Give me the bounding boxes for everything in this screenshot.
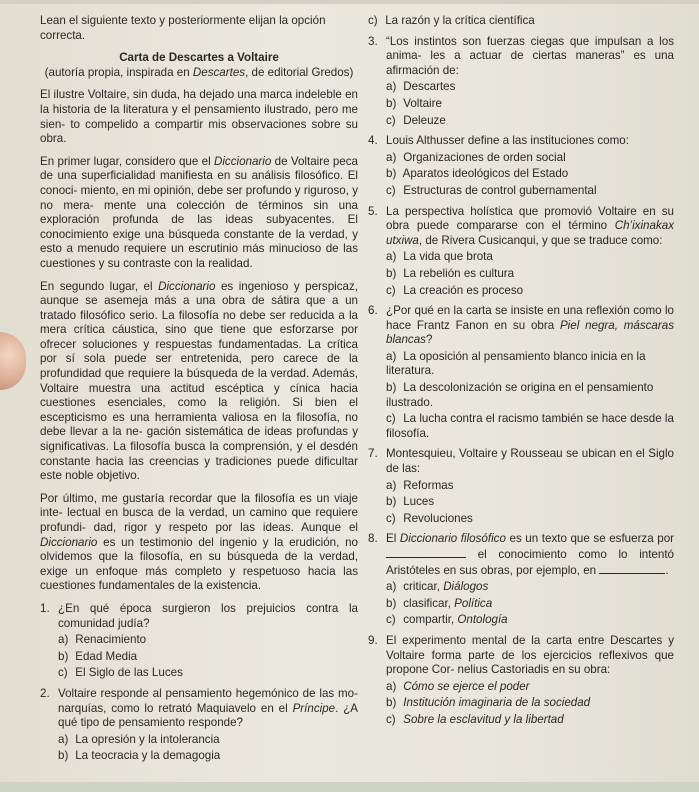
option-a[interactable]: a) Reformas bbox=[386, 478, 454, 492]
option-a[interactable]: a) Organizaciones de orden social bbox=[386, 150, 566, 164]
question-7: 7. Montesquieu, Voltaire y Rousseau se ubican en el Siglo de las: a) Reformas b) Luces c) Revoluciones bbox=[368, 447, 674, 525]
letter-subtitle: (autoría propia, inspirada en Descartes, de editorial Gredos) bbox=[44, 65, 354, 79]
option-c[interactable]: c) Revoluciones bbox=[386, 511, 473, 525]
option-c[interactable]: c) Deleuze bbox=[386, 113, 446, 127]
finger-photo bbox=[0, 332, 26, 390]
question-2-text: Voltaire responde al pensamiento hegemónico de las mo- narquías, como lo retrató Maquiavelo en el Príncipe. ¿A qué tipo de pensamiento responde? bbox=[58, 686, 359, 730]
option-a[interactable]: a) La opresión y la intolerancia bbox=[58, 732, 220, 746]
option-a[interactable]: a) Cómo se ejerce el poder bbox=[386, 679, 530, 693]
question-9-text: El experimento mental de la carta entre Descartes y Voltaire forma parte de los ejercicios reflexivos que propone Cor- nelius Castoriadis en su obra: bbox=[386, 633, 674, 677]
question-4: 4. Louis Althusser define a las instituciones como: a) Organizaciones de orden social b) Aparatos ideológicos del Estado c) Estructuras de control gubernamental bbox=[368, 134, 674, 198]
option-c[interactable]: c) Sobre la esclavitud y la libertad bbox=[386, 712, 564, 726]
option-b[interactable]: b) Luces bbox=[386, 495, 435, 509]
question-9: 9. El experimento mental de la carta entre Descartes y Voltaire forma parte de los ejercicios reflexivos que propone Cor- nelius Castoriadis en su obra: a) Cómo se ejerce el poder b) Institución imaginaria de la sociedad c) Sobre la esclavitud y la libertad bbox=[368, 633, 674, 726]
page-top-edge bbox=[0, 0, 699, 4]
letter-paragraph-4: Por último, me gustaría recordar que la filosofía es un viaje inte- lectual en busca de la verdad, un camino que requiere profundi- dad, rigor y respeto por las ideas. Aunque el Diccionario es un testimonio del ingenio y la erudición, no olvidemos que la filosofía, en su búsqueda de la verdad, exige un enfoque más completo y respetuoso hacia las cuestiones fundamentales de la existencia. bbox=[40, 491, 358, 593]
option-b[interactable]: b) La rebelión es cultura bbox=[386, 266, 515, 280]
option-c[interactable]: c) La razón y la crítica científica bbox=[368, 14, 535, 27]
question-5-text: La perspectiva holística que promovió Voltaire en su obra puede compararse con el término Ch’ixinakax utxiwa, de Rivera Cusicanqui, y que se traduce como: bbox=[386, 204, 674, 247]
question-1-text: ¿En qué época surgieron los prejuicios contra la comunidad judía? bbox=[58, 601, 358, 630]
option-b[interactable]: b) Aparatos ideológicos del Estado bbox=[386, 167, 569, 181]
option-c[interactable]: c) compartir, Ontología bbox=[386, 613, 508, 627]
option-a[interactable]: a) criticar, Diálogos bbox=[386, 580, 489, 594]
option-b[interactable]: b) La descolonización se origina en el pensamiento ilustrado. bbox=[386, 381, 654, 409]
option-a[interactable]: a) Renacimiento bbox=[58, 633, 147, 647]
option-a[interactable]: a) Descartes bbox=[386, 80, 456, 94]
question-1: 1. ¿En qué época surgieron los prejuicios contra la comunidad judía? a) Renacimiento b) Edad Media c) El Siglo de las Luces bbox=[40, 601, 358, 680]
option-b[interactable]: b) Voltaire bbox=[386, 96, 442, 110]
question-8: 8. El Diccionario filosófico es un texto que se esfuerza por el conocimiento como lo intentó Aristóteles en sus obras, por ejemplo, en . a) criticar, Diálogos b) clasificar, Política c) compartir, Ontología bbox=[368, 532, 675, 627]
question-3: 3. “Los instintos son fuerzas ciegas que impulsan a los anima- les a actuar de ciertas maneras” es una afirmación de: a) Descartes b) Voltaire c) Deleuze bbox=[368, 34, 674, 127]
question-4-text: Louis Althusser define a las instituciones como: bbox=[386, 134, 629, 148]
question-7-text: Montesquieu, Voltaire y Rousseau se ubican en el Siglo de las: bbox=[386, 447, 674, 476]
letter-paragraph-3: En segundo lugar, el Diccionario es ingenioso y perspicaz, aunque se asemeja más a una obra de sátira que a un tratado filosófico serio. La filosofía no debe ser reducida a la mera crítica cáustica, sino que tiene que esforzarse por ofrecer soluciones y respuestas fundamentadas. La crítica por sí sola puede ser entretenida, pero carece de la profundidad que requiere la búsqueda de la verdad. Además, Voltaire muestra una actitud escéptica y cínica hacia cuestiones esenciales, como la religión. Si bien el escepticismo es una herramienta valiosa en la filosofía, no debe llevar a la ne- gación sistemática de ideas profundas y significativas. La filosofía busca la comprensión, y el desdén constante hacia las creencias y tradiciones puede dificultar este noble objetivo. bbox=[40, 279, 359, 483]
page-bottom-edge bbox=[0, 782, 699, 792]
option-c[interactable]: c) La creación es proceso bbox=[386, 283, 524, 297]
option-b[interactable]: b) clasificar, Política bbox=[386, 596, 493, 610]
letter-paragraph-2: En primer lugar, considero que el Diccionario de Voltaire peca de una superficialidad manifiesta en su análisis filosófico. El conoci- miento, en mi opinión, debe ser profundo y riguroso, y no mera- mente una colección de términos sin una exploración profunda de las ideas subyacentes. El conocimiento exige una búsqueda constante de la verdad, y esto a menudo requiere un escrutinio más minucioso de las cuestiones y su contraste con la realidad. bbox=[40, 154, 358, 270]
option-b[interactable]: b) Edad Media bbox=[58, 649, 138, 663]
option-b[interactable]: b) Institución imaginaria de la sociedad bbox=[386, 696, 591, 710]
right-column bbox=[368, 14, 674, 728]
question-6-text: ¿Por qué en la carta se insiste en una reflexión como lo hace Frantz Fanon en su obra Piel negra, máscaras blancas? bbox=[386, 304, 674, 347]
option-a[interactable]: a) La vida que brota bbox=[386, 250, 493, 264]
left-column bbox=[40, 14, 358, 764]
option-c[interactable]: c) La lucha contra el racismo también se hace desde la filosofía. bbox=[386, 412, 674, 440]
question-8-text: El Diccionario filosófico es un texto que se esfuerza por el conocimiento como lo intentó Aristóteles en sus obras, por ejemplo, en . bbox=[386, 532, 675, 577]
question-3-text: “Los instintos son fuerzas ciegas que impulsan a los anima- les a actuar de ciertas maneras” es una afirmación de: bbox=[386, 34, 674, 77]
option-b[interactable]: b) La teocracia y la demagogia bbox=[58, 749, 221, 763]
question-5: 5. La perspectiva holística que promovió Voltaire en su obra puede compararse con el término Ch’ixinakax utxiwa, de Rivera Cusicanqui, y que se traduce como: a) La vida que brota b) La rebelión es cultura c) La creación es proceso bbox=[368, 204, 674, 297]
option-c[interactable]: c) Estructuras de control gubernamental bbox=[386, 183, 597, 197]
answer-blank-2 bbox=[599, 563, 665, 574]
letter-paragraph-1: El ilustre Voltaire, sin duda, ha dejado una marca indeleble en la historia de la literatura y el pensamiento ilustrado, pero me sien- to compelido a compartir mis observaciones sobre su obra. bbox=[40, 88, 358, 146]
answer-blank-1 bbox=[386, 547, 466, 558]
instructions: Lean el siguiente texto y posteriormente elijan la opción correcta. bbox=[40, 14, 326, 42]
question-6: 6. ¿Por qué en la carta se insiste en una reflexión como lo hace Frantz Fanon en su obra Piel negra, máscaras blancas? a) La oposición al pensamiento blanco inicia en la literatura. b) La descolonización se origina en el pensamiento ilustrado. c) La lucha contra el racismo también se hace desde la filosofía. bbox=[368, 304, 674, 440]
option-c[interactable]: c) El Siglo de las Luces bbox=[58, 666, 183, 680]
question-2: 2. Voltaire responde al pensamiento hegemónico de las mo- narquías, como lo retrató Maquiavelo en el Príncipe. ¿A qué tipo de pensamiento responde? a) La opresión y la intolerancia b) La teocracia y la demagogia bbox=[40, 686, 359, 763]
option-a[interactable]: a) La oposición al pensamiento blanco inicia en la literatura. bbox=[386, 349, 646, 378]
letter-title: Carta de Descartes a Voltaire bbox=[119, 51, 279, 65]
